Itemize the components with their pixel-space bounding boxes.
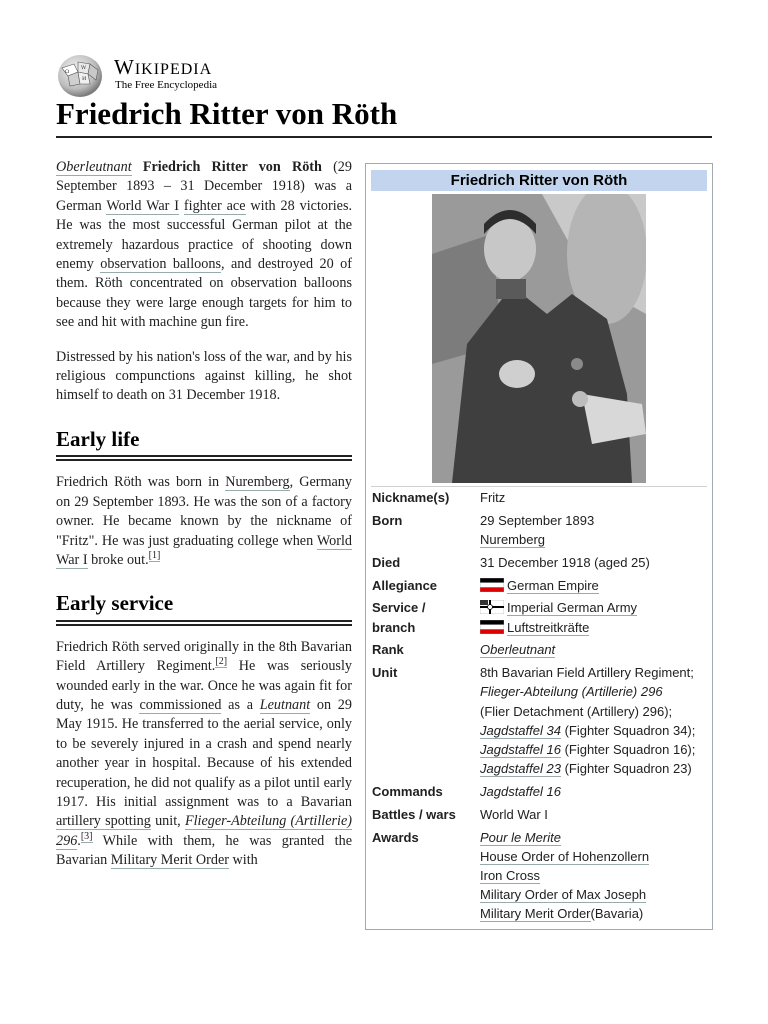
german-empire-flag-icon xyxy=(480,578,504,592)
reference-link[interactable]: [2] xyxy=(215,656,228,668)
link-military-merit-order[interactable]: Military Merit Order xyxy=(480,906,591,922)
label-allegiance: Allegiance xyxy=(372,577,438,593)
link-german-empire[interactable]: German Empire xyxy=(507,577,599,593)
site-header xyxy=(56,52,356,96)
wikipedia-globe-logo[interactable] xyxy=(56,54,104,98)
intro-paragraph: Oberleutnant Friedrich Ritter von Röth (29 September 1893 – 31 December 1918) was a German World War I fighter ace with 28 victories. He was the most successful German pilot at the extremely hazardous practice of shooting down enemy observation balloons, and destroyed 20 of them. Röth concentrated on observation balloons because they were large enough targets for him to see and hit with machine gun fire. xyxy=(56,159,353,331)
link-world-war-i[interactable]: World War I xyxy=(56,532,352,568)
article-body xyxy=(56,158,352,886)
value-allegiance xyxy=(480,576,710,595)
value-nickname: Fritz xyxy=(480,490,506,505)
row-commands xyxy=(372,782,710,801)
wikipedia-wordmark[interactable]: WIKIPEDIA xyxy=(114,55,213,79)
label-rank: Rank xyxy=(372,642,404,658)
link-leutnant[interactable]: Leutnant xyxy=(259,696,311,713)
infobox-title: Friedrich Ritter von Röth xyxy=(371,170,707,191)
row-unit xyxy=(372,663,710,778)
infobox-divider xyxy=(371,486,707,487)
section-divider xyxy=(56,455,352,461)
label-died: Died xyxy=(372,554,401,570)
link-luftstreitkraefte[interactable]: Luftstreitkräfte xyxy=(507,619,590,635)
row-died xyxy=(372,553,710,572)
imperial-army-war-flag-icon xyxy=(480,600,504,614)
link-flieger-abteilung[interactable]: Flieger-Abteilung (Artillerie) 296 xyxy=(56,813,352,849)
link-observation-balloons[interactable]: observation balloons xyxy=(100,256,221,273)
link-military-order-max-joseph[interactable]: Military Order of Max Joseph xyxy=(480,887,647,903)
link-oberleutnant[interactable]: Oberleutnant xyxy=(480,642,556,658)
label-born: Born xyxy=(372,512,403,528)
paragraph-death: Distressed by his nation's loss of the war, and by his religious compunctions against killing, he shot himself to death on 31 December 1918. xyxy=(56,348,352,404)
label-unit: Unit xyxy=(372,665,398,681)
reference-link[interactable]: [1] xyxy=(148,550,161,562)
link-commissioned[interactable]: commissioned xyxy=(139,696,222,713)
infobox-rows xyxy=(372,488,710,924)
infobox xyxy=(365,163,713,930)
section-early-service xyxy=(56,591,352,870)
svg-text:Ω: Ω xyxy=(65,69,70,75)
link-fighter-ace[interactable]: fighter ace xyxy=(183,197,246,214)
wikipedia-tagline: The Free Encyclopedia xyxy=(115,79,218,91)
value-commands: Jagdstaffel 16 xyxy=(480,784,561,799)
reference-link[interactable]: [3] xyxy=(80,831,93,843)
label-commands: Commands xyxy=(372,784,443,799)
link-jasta-23[interactable]: Jagdstaffel 23 xyxy=(480,761,561,777)
value-unit: 8th Bavarian Field Artillery Regiment; Flieger-Abteilung (Artillerie) 296 (Flier Detachment (Artillery) 296); Jagdstaffel 34 (Fighter Squadron 34); Jagdstaffel 16 (Fighter Squadron 16); Jagdstaffel 23 (Fighter Squadron 23) xyxy=(480,663,710,778)
section-divider xyxy=(56,620,352,626)
link-house-order-hohenzollern[interactable]: House Order of Hohenzollern xyxy=(480,848,650,864)
svg-text:И: И xyxy=(82,76,87,82)
link-world-war-i[interactable]: World War I xyxy=(106,197,179,214)
born-date: 29 September 1893 xyxy=(480,512,595,528)
portrait-photo[interactable] xyxy=(432,194,646,483)
portrait-image xyxy=(432,194,646,483)
link-military-merit-order[interactable]: Military Merit Order xyxy=(110,852,229,869)
unit-line: Flieger-Abteilung (Artillerie) 296 xyxy=(480,684,663,700)
unit-line: 8th Bavarian Field Artillery Regiment; xyxy=(480,665,694,681)
link-oberleutnant[interactable]: Oberleutnant xyxy=(56,159,132,175)
value-battles: World War I xyxy=(480,806,548,822)
heading-early-service: Early service xyxy=(56,591,174,616)
svg-text:W: W xyxy=(81,65,87,71)
row-rank xyxy=(372,640,710,659)
paragraph-early-service: Friedrich Röth served originally in the 8th Bavarian Field Artillery Regiment.[2] He was seriously wounded early in the war. Once he was again fit for duty, he was commissioned as a Leutnant on 29 May 1915. He transferred to the aerial service, only to be severely injured in a crash and spend nearly another year in hospital. Because of his extended recuperation, he did not qualify as a pilot until early 1917. His initial assignment was to a Bavarian artillery spotting unit, Flieger-Abteilung (Artillerie) 296.[3] While with them, he was granted the Bavarian Military Merit Order with xyxy=(56,638,352,869)
paragraph-early-life: Friedrich Röth was born in Nuremberg, Germany on 29 September 1893. He was the son of a factory owner. He became known by the nickname of "Fritz". He was just graduating college when World War I broke out.[1] xyxy=(56,474,352,568)
row-awards xyxy=(372,828,710,924)
title-divider xyxy=(56,136,712,138)
link-imperial-german-army[interactable]: Imperial German Army xyxy=(507,600,638,616)
link-jasta-16[interactable]: Jagdstaffel 16 xyxy=(480,742,561,757)
section-early-life xyxy=(56,426,352,570)
page-title: Friedrich Ritter von Röth xyxy=(56,96,398,131)
value-awards: Pour le Merite House Order of Hohenzollern Iron Cross Military Order of Max Joseph Military Merit Order(Bavaria) xyxy=(480,829,650,922)
row-service-branch xyxy=(372,598,710,636)
heading-early-life: Early life xyxy=(56,426,140,451)
row-battles xyxy=(372,805,710,824)
label-battles: Battles / wars xyxy=(372,806,456,822)
row-born xyxy=(372,511,710,549)
unit-line: (Flier Detachment (Artillery) 296); xyxy=(480,703,673,719)
label-nickname: Nickname(s) xyxy=(372,490,450,505)
link-iron-cross[interactable]: Iron Cross xyxy=(480,868,540,883)
link-nuremberg[interactable]: Nuremberg xyxy=(225,474,290,491)
row-nickname xyxy=(372,488,710,507)
value-service-branch xyxy=(480,598,710,636)
link-nuremberg[interactable]: Nuremberg xyxy=(480,532,546,547)
label-service-branch: Service / branch xyxy=(372,600,426,635)
value-rank xyxy=(480,640,710,659)
value-died: 31 December 1918 (aged 25) xyxy=(480,554,650,570)
subject-name: Friedrich Ritter von Röth xyxy=(142,159,322,175)
link-pour-le-merite[interactable]: Pour le Merite xyxy=(480,829,561,845)
value-born xyxy=(480,511,710,549)
link-jasta-34[interactable]: Jagdstaffel 34 xyxy=(480,722,561,738)
row-allegiance xyxy=(372,576,710,595)
label-awards: Awards xyxy=(372,829,419,845)
german-empire-flag-icon xyxy=(480,620,504,634)
link-artillery-spotting[interactable]: artillery spotting xyxy=(56,813,151,830)
